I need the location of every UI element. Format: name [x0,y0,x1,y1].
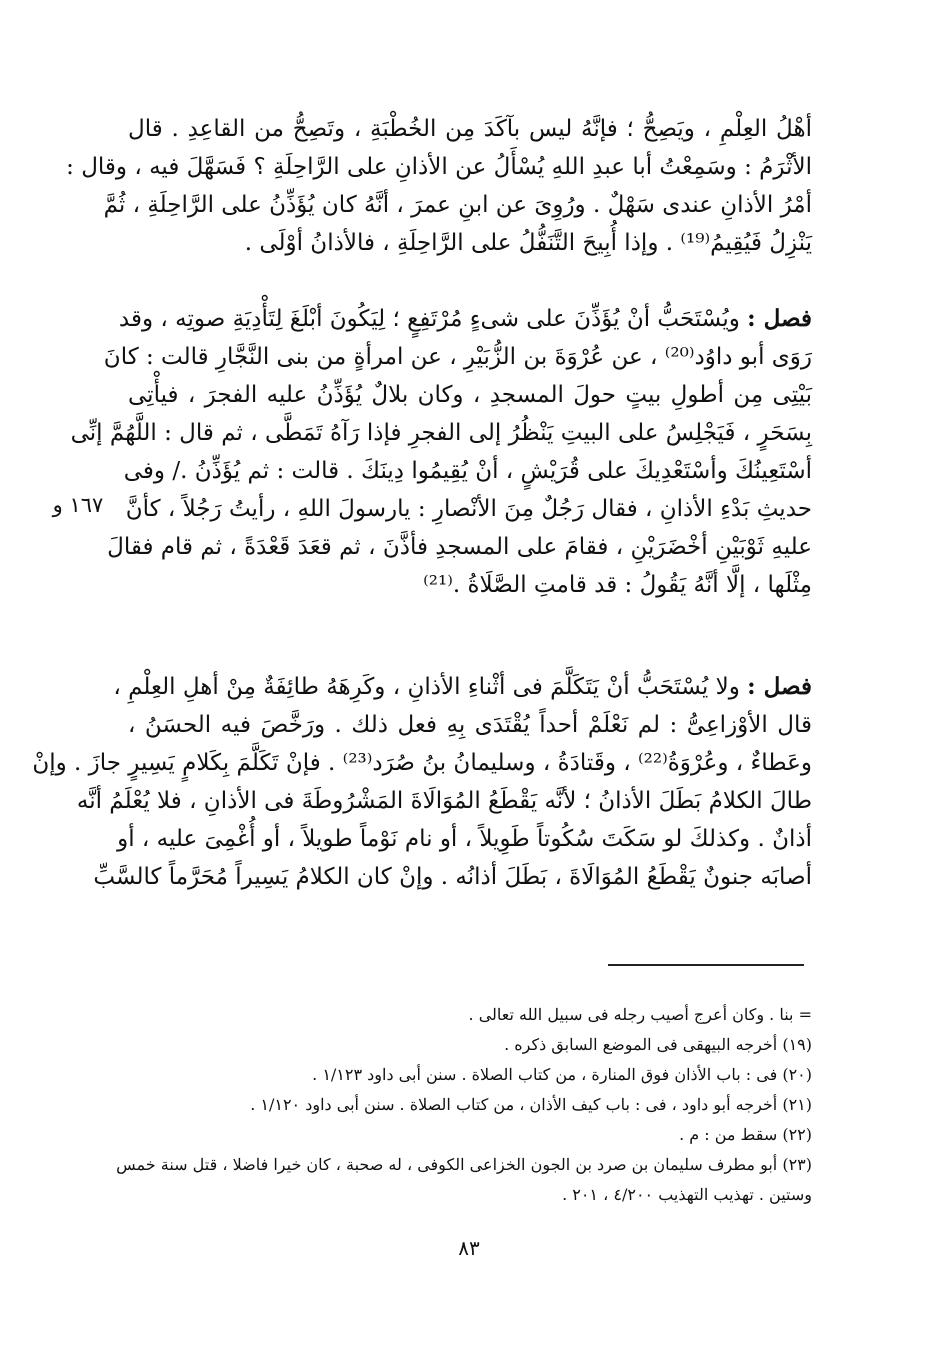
text-line: أمْرُ الأذانِ عندى سَهْلٌ . ورُوِىَ عن ابنِ عمرَ ، أنَّهُ كان يُؤَذِّنُ على الرَّاحِلَةِ ، ثُمَّ [103,192,812,218]
paragraph-1 [66,110,812,262]
text-line: رَوَى أبو داوُد⁽²⁰⁾ ، عن عُرْوَةَ بن الزُّبَيْرِ ، عن امرأةٍ من بنى النَّجَّارِ قالت : كانَ [103,344,812,370]
text-line: أسْتَعِينُكَ وأسْتَعْدِيكَ على قُرَيْشٍ ، أنْ يُقِيمُوا دِينَكَ . قالت : ثم يُؤَذِّنُ ./ وفى [123,458,812,484]
text-line: يَنْزِلُ فَيُقِيمُ⁽¹⁹⁾ . وإذا أُبِيحَ التَّنَفُّلُ على الرَّاحِلَةِ ، فالأذانُ أوْلَى . [244,230,812,256]
footnote-separator [608,964,804,966]
footnote-line: (١٩) أخرجه البيهقى فى الموضع السابق ذكره . [504,1035,812,1054]
text-line: الأثْرَمُ : وسَمِعْتُ أبا عبدِ اللهِ يُسْأَلُ عن الأذانِ على الرَّاحِلَةِ ؟ فَسَهَّلَ فيه ، وقال : [66,154,812,180]
page-number: ٨٣ [458,1236,480,1260]
text-line: حديثِ بَدْءِ الأذانِ ، فقال رَجُلٌ مِنَ الأنْصارِ : يارسولَ اللهِ ، رأيتُ رَجُلاً ، كأنَّ [125,496,812,522]
footnote-line: = بنا . وكان أعرج أصيب رجله فى سبيل الله تعالى . [468,1005,812,1024]
footnote-line: (٢٢) سقط من : م . [679,1125,812,1144]
footnote-line: (٢١) أخرجه أبو داود ، فى : باب كيف الأذان ، من كتاب الصلاة . سنن أبى داود ١/١٢٠ . [250,1095,812,1114]
footnotes [116,1000,812,1210]
text-line: أذانٌ . وكذلكَ لو سَكَتَ سُكُوتاً طَوِيلاً ، أو نام نَوْماً طويلاً ، أو أُغْمِىَ عليه ، أو [117,826,812,852]
text-line-rest: ويُسْتَحَبُّ أنْ يُؤَذِّنَ على شىءٍ مُرْتَفِعٍ ؛ لِيَكُونَ أبْلَغَ لِتَأْدِيَةِ صوتِه ، وقد [118,306,748,332]
text-line-rest: ولا يُسْتَحَبُّ أنْ يَتَكَلَّمَ فى أثْناءِ الأذانِ ، وكَرِهَهُ طائِفَةٌ مِنْ أهلِ العِلْمِ ، [113,674,748,700]
footnote-line: (٢٣) أبو مطرف سليمان بن صرد بن الجون الخزاعى الكوفى ، له صحبة ، كان خيرا فاضلا ، قتل سنة خمس [116,1155,812,1174]
text-line: بَيْتِى مِن أطولِ بيتٍ حولَ المسجدِ ، وكان بلالٌ يُؤَذِّنُ عليه الفجرَ ، فيأْتِى [128,382,812,408]
footnote-line: وستين . تهذيب التهذيب ٤/٢٠٠ ، ٢٠١ . [562,1185,812,1204]
margin-folio-note: ١٦٧ و [52,493,104,517]
section-heading: فصل : [747,305,812,332]
paragraph-3 [32,668,812,896]
text-line: بِسَحَرٍ ، فَيَجْلِسُ على البيتِ يَنْظُرُ إلى الفجرِ فإذا رَآهُ تَمَطَّى ، ثم قال : اللَّهُمَّ إنِّى [70,420,812,446]
text-line: أهْلُ العِلْمِ ، ويَصِحُّ ؛ فإنَّهُ ليس بآكَدَ مِن الخُطْبَةِ ، وتَصِحُّ من القاعِدِ . قال [128,116,812,142]
text-line-with-heading [118,300,812,338]
text-line: مِثْلَها ، إلَّا أنَّهُ يَقُولُ : قد قامتِ الصَّلَاةُ .⁽²¹⁾ [423,572,812,598]
text-line: طالَ الكلامُ بَطَلَ الأذانُ ؛ لأنَّه يَقْطَعُ المُوَالَاةَ المَشْرُوطَةَ فى الأذانِ ، فلا يُعْلَمُ أنَّه [76,788,812,814]
section-heading: فصل : [747,673,812,700]
text-line: وعَطاءٌ ، وعُرْوَةُ⁽²²⁾ ، وقَتادَةُ ، وسليمانُ بنُ صُرَد⁽²³⁾ . فإنْ تَكَلَّمَ بِكَلامٍ يَسِيرٍ جازَ . وإنْ [32,750,812,776]
footnote-line: (٢٠) فى : باب الأذان فوق المنارة ، من كتاب الصلاة . سنن أبى داود ١/١٢٣ . [312,1065,812,1084]
text-line: قال الأوْزاعِىُّ : لم نَعْلَمْ أحداً يُقْتَدَى بِهِ فعل ذلك . ورَخَّصَ فيه الحسَنُ ، [128,712,812,738]
text-line: عليهِ ثَوْبَيْنِ أخْضَرَيْنِ ، فقامَ على المسجدِ فأذَّنَ ، ثم قعَدَ قَعْدَةً ، ثم قام فقالَ [107,534,812,560]
text-line-with-heading [113,668,812,706]
text-line: أصابَه جنونٌ يَقْطَعُ المُوَالَاةَ ، بَطَلَ أذانُه . وإنْ كان الكلامُ يَسِيراً مُحَرَّماً كالسَّبِّ [93,864,812,890]
